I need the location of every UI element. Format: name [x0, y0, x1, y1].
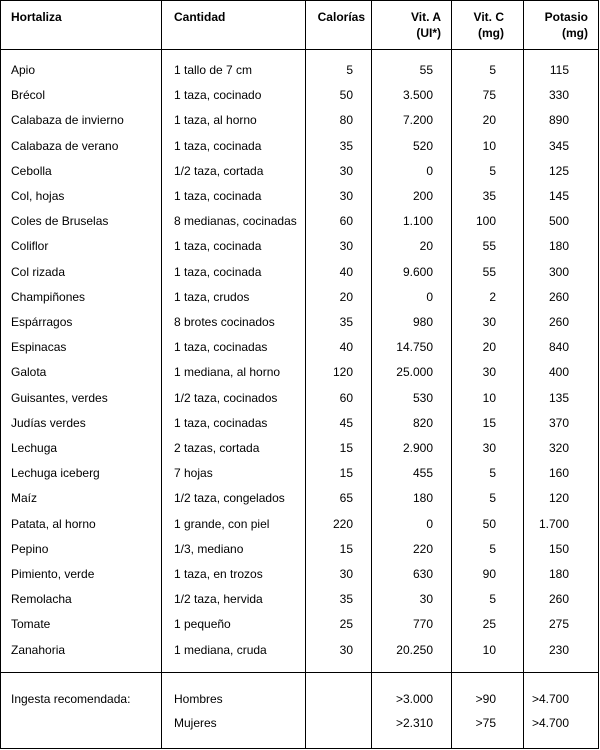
cell-hortaliza: Champiñones — [11, 289, 86, 304]
cell-potasio: 330 — [548, 88, 569, 103]
cell-vitc: 100 — [475, 214, 496, 229]
cell-vita: 9.600 — [402, 264, 433, 279]
cell-vita: 2.900 — [402, 441, 433, 455]
cell-potasio: 500 — [548, 214, 569, 229]
cell-vitc: 5 — [489, 541, 496, 556]
cell-hortaliza: Apio — [11, 63, 36, 77]
cell-vitc: 5 — [489, 592, 496, 607]
cell-vita: >2.310 — [395, 716, 433, 730]
cell-potasio: 345 — [548, 138, 569, 153]
cell-vita: 20.250 — [396, 642, 433, 657]
cell-vita: 1.100 — [402, 214, 433, 229]
cell-potasio: 145 — [548, 189, 569, 203]
cell-cantidad: 1 taza, cocinadas — [174, 415, 268, 430]
cell-hortaliza: Coles de Bruselas — [11, 214, 109, 229]
cell-cantidad: 1 mediana, al horno — [174, 365, 281, 380]
cell-calorias: 30 — [339, 567, 353, 581]
cell-cantidad: 8 brotes cocinados — [174, 315, 275, 329]
cell-vitc: 5 — [489, 491, 496, 506]
cell-calorias: 120 — [332, 365, 353, 380]
cell-vitc: 35 — [482, 189, 496, 203]
cell-vitc: 10 — [482, 390, 496, 405]
cell-potasio: 840 — [548, 340, 569, 355]
cell-potasio: 260 — [548, 289, 569, 304]
footer-separator — [1, 672, 598, 673]
cell-hortaliza: Calabaza de verano — [11, 138, 119, 153]
cell-vitc: 20 — [482, 113, 496, 128]
cell-potasio: 260 — [548, 592, 569, 607]
cell-cantidad: 1 taza, cocinada — [174, 189, 262, 203]
cell-vita: 3.500 — [402, 88, 433, 103]
cell-vitc: 30 — [482, 315, 496, 329]
cell-vitc: >90 — [475, 692, 496, 706]
cell-hortaliza: Brécol — [11, 88, 46, 103]
cell-vitc: 30 — [482, 365, 496, 380]
cell-vita: >3.000 — [395, 692, 433, 706]
cell-potasio: 260 — [548, 315, 569, 329]
cell-hortaliza: Maíz — [11, 491, 38, 506]
cell-potasio: 230 — [548, 642, 569, 657]
cell-potasio: 890 — [548, 113, 569, 128]
cell-vita: 55 — [419, 63, 433, 77]
cell-vita: 520 — [412, 138, 433, 153]
cell-vita: 20 — [419, 239, 433, 254]
header-potasio: Potasio — [544, 10, 588, 24]
cell-potasio: 400 — [548, 365, 569, 380]
footer-label: Ingesta recomendada: — [11, 692, 131, 706]
cell-potasio: 160 — [548, 466, 569, 481]
cell-vitc: 75 — [482, 88, 496, 103]
header-vitc: Vit. C — [473, 10, 504, 24]
cell-hortaliza: Pimiento, verde — [11, 567, 95, 581]
cell-vita: 25.000 — [396, 365, 433, 380]
cell-grupo: Mujeres — [174, 716, 217, 730]
cell-calorias: 40 — [339, 264, 353, 279]
cell-vita: 820 — [412, 415, 433, 430]
cell-calorias: 15 — [339, 441, 353, 455]
cell-potasio: 115 — [549, 63, 569, 77]
cell-cantidad: 1 mediana, cruda — [174, 642, 267, 657]
cell-hortaliza: Patata, al horno — [11, 516, 96, 531]
cell-hortaliza: Zanahoria — [11, 642, 66, 657]
cell-potasio: 1.700 — [538, 516, 569, 531]
cell-cantidad: 1 grande, con piel — [174, 516, 270, 531]
cell-vitc: 55 — [482, 264, 496, 279]
header-vita-unit: (UI*) — [416, 26, 441, 40]
cell-hortaliza: Remolacha — [11, 592, 72, 607]
header-calorias: Calorías — [317, 10, 365, 24]
cell-cantidad: 1/3, mediano — [174, 541, 244, 556]
cell-calorias: 25 — [339, 617, 353, 632]
cell-vitc: >75 — [475, 716, 496, 730]
cell-hortaliza: Espárragos — [11, 315, 73, 329]
cell-vitc: 5 — [489, 163, 496, 178]
cell-potasio: 320 — [548, 441, 569, 455]
cell-hortaliza: Guisantes, verdes — [11, 390, 108, 405]
column-divider — [161, 1, 162, 748]
cell-potasio: 180 — [548, 239, 569, 254]
cell-vita: 0 — [426, 289, 433, 304]
cell-vita: 455 — [412, 466, 433, 481]
cell-vitc: 15 — [482, 415, 496, 430]
cell-vita: 14.750 — [396, 340, 433, 355]
cell-calorias: 15 — [339, 466, 353, 481]
cell-cantidad: 1 pequeño — [174, 617, 231, 632]
cell-potasio: 150 — [548, 541, 569, 556]
cell-cantidad: 1 taza, cocinadas — [174, 340, 268, 355]
cell-calorias: 65 — [339, 491, 353, 506]
header-vitc-unit: (mg) — [478, 26, 504, 40]
cell-calorias: 30 — [339, 239, 353, 254]
cell-vitc: 50 — [482, 516, 496, 531]
header-separator — [1, 49, 598, 50]
cell-potasio: 275 — [548, 617, 569, 632]
cell-vita: 630 — [412, 567, 433, 581]
cell-vita: 980 — [412, 315, 433, 329]
cell-calorias: 30 — [339, 189, 353, 203]
cell-vita: 220 — [412, 541, 433, 556]
cell-calorias: 15 — [339, 541, 353, 556]
cell-hortaliza: Judías verdes — [11, 415, 86, 430]
cell-cantidad: 1 taza, cocinado — [174, 88, 262, 103]
cell-hortaliza: Col rizada — [11, 264, 66, 279]
cell-grupo: Hombres — [174, 692, 223, 706]
cell-calorias: 40 — [339, 340, 353, 355]
cell-cantidad: 1 taza, cocinada — [174, 138, 262, 153]
cell-potasio: 370 — [548, 415, 569, 430]
cell-vita: 7.200 — [402, 113, 433, 128]
cell-calorias: 45 — [339, 415, 353, 430]
cell-vita: 0 — [426, 516, 433, 531]
cell-hortaliza: Col, hojas — [11, 189, 65, 203]
header-hortaliza: Hortaliza — [11, 10, 62, 24]
cell-cantidad: 1 tallo de 7 cm — [174, 63, 253, 77]
cell-vitc: 10 — [482, 642, 496, 657]
cell-cantidad: 1/2 taza, hervida — [174, 592, 263, 607]
cell-calorias: 35 — [339, 138, 353, 153]
cell-vitc: 30 — [482, 441, 496, 455]
cell-vita: 180 — [412, 491, 433, 506]
cell-potasio: 120 — [548, 491, 569, 506]
cell-calorias: 220 — [332, 516, 353, 531]
cell-cantidad: 1 taza, cocinada — [174, 264, 262, 279]
cell-vitc: 5 — [489, 63, 496, 77]
cell-hortaliza: Lechuga — [11, 441, 58, 455]
cell-vita: 770 — [412, 617, 433, 632]
cell-vita: 530 — [412, 390, 433, 405]
cell-calorias: 30 — [339, 642, 353, 657]
cell-vitc: 25 — [482, 617, 496, 632]
cell-calorias: 30 — [339, 163, 353, 178]
cell-vitc: 5 — [489, 466, 496, 481]
cell-hortaliza: Pepino — [11, 541, 49, 556]
cell-calorias: 35 — [339, 592, 353, 607]
cell-vita: 200 — [412, 189, 433, 203]
cell-potasio: >4.700 — [531, 716, 569, 730]
cell-cantidad: 1 taza, crudos — [174, 289, 250, 304]
cell-cantidad: 1/2 taza, cocinados — [174, 390, 278, 405]
header-cantidad: Cantidad — [174, 10, 226, 24]
cell-calorias: 80 — [339, 113, 353, 128]
cell-cantidad: 1/2 taza, congelados — [174, 491, 285, 506]
cell-potasio: 125 — [548, 163, 569, 178]
cell-cantidad: 1/2 taza, cortada — [174, 163, 264, 178]
cell-vitc: 10 — [482, 138, 496, 153]
cell-cantidad: 1 taza, cocinada — [174, 239, 262, 254]
cell-hortaliza: Coliflor — [11, 239, 49, 254]
cell-vitc: 55 — [482, 239, 496, 254]
cell-potasio: 180 — [548, 567, 569, 581]
cell-potasio: 300 — [548, 264, 569, 279]
cell-vita: 30 — [419, 592, 433, 607]
header-vita: Vit. A — [410, 10, 441, 24]
cell-calorias: 20 — [339, 289, 353, 304]
cell-calorias: 35 — [339, 315, 353, 329]
cell-vitc: 90 — [482, 567, 496, 581]
cell-potasio: >4.700 — [531, 692, 569, 706]
cell-cantidad: 2 tazas, cortada — [174, 441, 260, 455]
cell-hortaliza: Espinacas — [11, 340, 67, 355]
cell-hortaliza: Calabaza de invierno — [11, 113, 124, 128]
cell-hortaliza: Lechuga iceberg — [11, 466, 100, 481]
cell-calorias: 5 — [346, 63, 353, 77]
cell-vitc: 20 — [482, 340, 496, 355]
cell-potasio: 135 — [548, 390, 569, 405]
cell-vitc: 2 — [489, 289, 496, 304]
cell-hortaliza: Tomate — [11, 617, 51, 632]
cell-calorias: 60 — [339, 390, 353, 405]
cell-hortaliza: Galota — [11, 365, 47, 380]
cell-cantidad: 7 hojas — [174, 466, 213, 481]
cell-cantidad: 8 medianas, cocinadas — [174, 214, 297, 229]
cell-calorias: 50 — [339, 88, 353, 103]
cell-cantidad: 1 taza, en trozos — [174, 567, 263, 581]
cell-vita: 0 — [426, 163, 433, 178]
cell-hortaliza: Cebolla — [11, 163, 52, 178]
cell-cantidad: 1 taza, al horno — [174, 113, 257, 128]
header-potasio-unit: (mg) — [562, 26, 588, 40]
cell-calorias: 60 — [339, 214, 353, 229]
